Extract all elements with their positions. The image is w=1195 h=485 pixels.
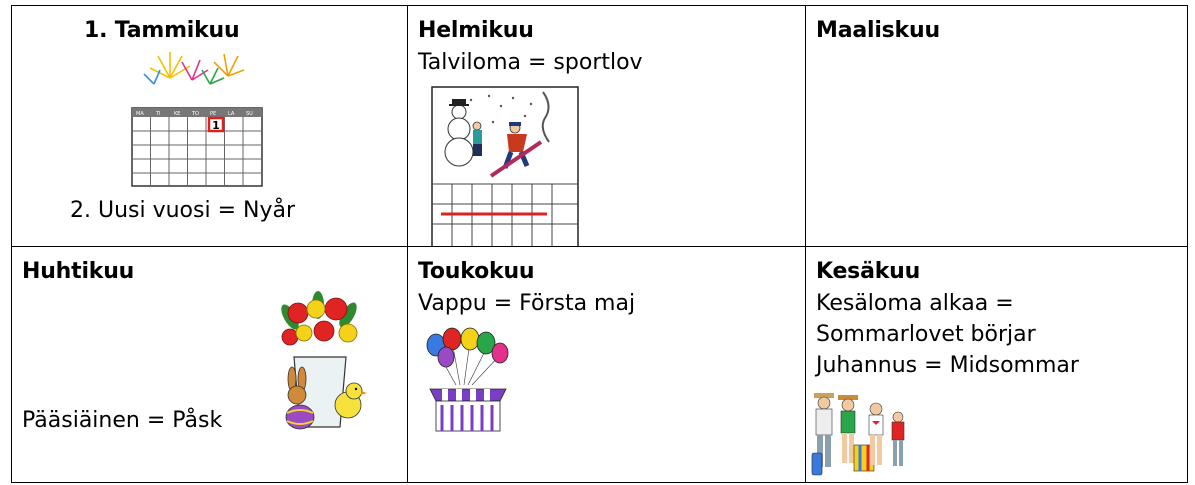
month-title-may: Toukokuu bbox=[418, 259, 535, 284]
month-title-february: Helmikuu bbox=[418, 18, 534, 43]
svg-text:TO: TO bbox=[192, 111, 199, 117]
svg-text:LA: LA bbox=[228, 111, 235, 117]
june-line-2: Sommarlovet börjar bbox=[816, 322, 1036, 347]
june-line-3: Juhannus = Midsommar bbox=[816, 353, 1079, 378]
svg-text:PE: PE bbox=[210, 111, 217, 117]
svg-text:TI: TI bbox=[156, 111, 161, 117]
months-table bbox=[11, 5, 1188, 483]
winter-holiday-icon bbox=[431, 86, 579, 247]
calendar-fireworks-icon bbox=[130, 48, 270, 188]
april-line-1: Pääsiäinen = Påsk bbox=[22, 408, 223, 433]
cell-february bbox=[408, 6, 806, 247]
february-line-1: Talviloma = sportlov bbox=[418, 50, 643, 75]
month-title-march: Maaliskuu bbox=[816, 18, 940, 43]
summer-family-icon bbox=[810, 387, 914, 479]
january-line-1: 2. Uusi vuosi = Nyår bbox=[70, 198, 296, 223]
cell-april bbox=[12, 247, 408, 483]
cell-june bbox=[806, 247, 1188, 483]
cell-january bbox=[12, 6, 408, 247]
may-line-1: Vappu = Första maj bbox=[418, 291, 636, 316]
month-title-april: Huhtikuu bbox=[22, 259, 135, 284]
svg-text:MA: MA bbox=[136, 111, 144, 117]
may-day-balloons-icon bbox=[422, 327, 512, 433]
cell-march bbox=[806, 6, 1188, 247]
svg-text:1: 1 bbox=[212, 119, 220, 132]
june-line-1: Kesäloma alkaa = bbox=[816, 291, 1014, 316]
month-title-january: 1. Tammikuu bbox=[84, 18, 240, 43]
svg-text:SU: SU bbox=[246, 111, 253, 117]
easter-icon bbox=[270, 287, 370, 437]
svg-text:KE: KE bbox=[174, 111, 181, 117]
cell-may bbox=[408, 247, 806, 483]
month-title-june: Kesäkuu bbox=[816, 259, 921, 284]
